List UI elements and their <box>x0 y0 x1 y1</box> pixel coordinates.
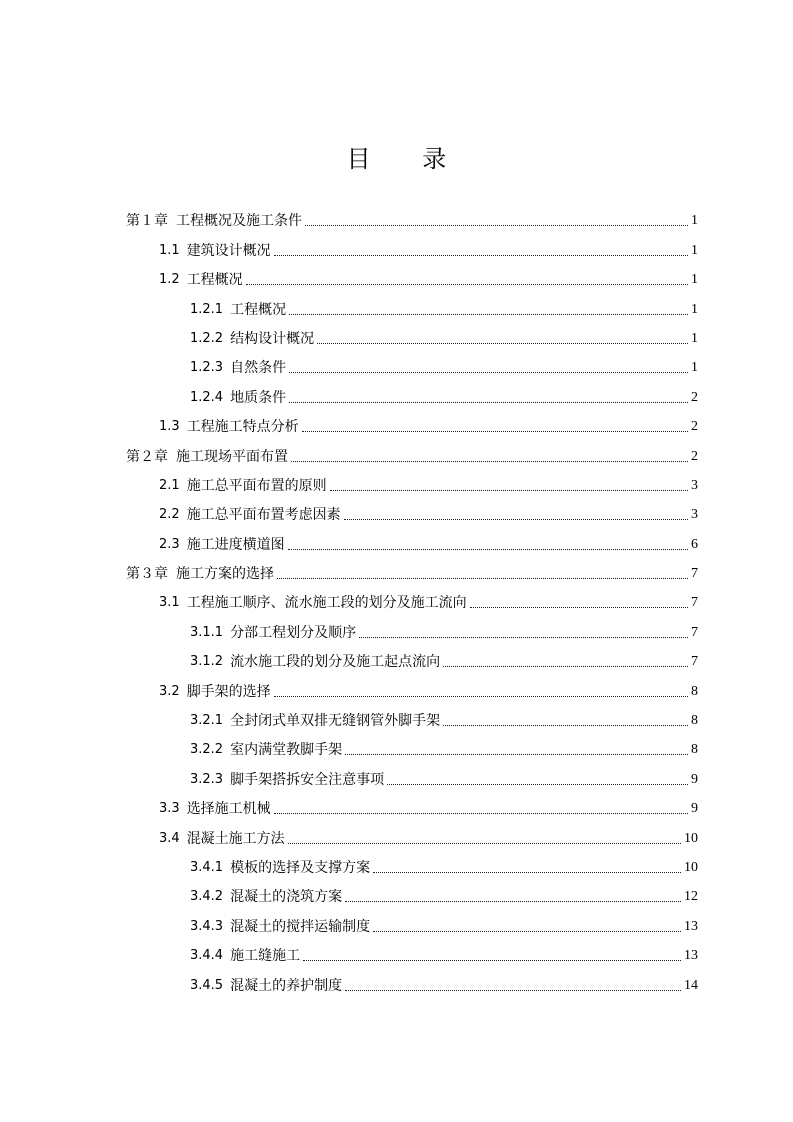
toc-entry[interactable] <box>126 936 698 965</box>
toc-entry-page: 1 <box>691 242 698 258</box>
toc-entry[interactable] <box>126 730 698 759</box>
toc-entry-title: 工程概况 <box>230 301 287 318</box>
toc-entry-title: 工程施工顺序、流水施工段的划分及施工流向 <box>186 595 467 612</box>
toc-entry-page: 7 <box>691 595 698 611</box>
toc-entry[interactable] <box>126 965 698 994</box>
toc-entry-title: 施工缝施工 <box>230 948 301 965</box>
toc-entry-number: 3.4.5 <box>190 977 224 993</box>
toc-entry-title: 工程概况 <box>186 272 243 289</box>
toc-dot-leader <box>373 931 681 932</box>
toc-entry-page: 1 <box>691 330 698 346</box>
toc-dot-leader <box>305 225 688 226</box>
toc-entry-number: 3.2 <box>159 683 180 699</box>
toc-dot-leader <box>303 960 681 961</box>
toc-entry-number: 3.1 <box>159 595 180 611</box>
toc-entry[interactable] <box>126 789 698 818</box>
toc-entry-page: 8 <box>691 742 698 758</box>
toc-entry-title: 模板的选择及支撑方案 <box>230 859 371 876</box>
toc-entry-page: 7 <box>691 654 698 670</box>
toc-entry[interactable] <box>126 642 698 671</box>
toc-dot-leader <box>289 372 688 373</box>
toc-entry[interactable] <box>126 583 698 612</box>
toc-entry-title: 混凝土施工方法 <box>186 830 285 847</box>
toc-entry-number: 2.3 <box>159 536 180 552</box>
toc-entry-title: 施工总平面布置的原则 <box>186 477 327 494</box>
toc-entry-number: 第１章 <box>126 213 168 230</box>
toc-entry[interactable] <box>126 407 698 436</box>
toc-entry-title: 地质条件 <box>230 389 287 406</box>
toc-entry-title: 工程概况及施工条件 <box>176 213 302 230</box>
toc-entry[interactable] <box>126 319 698 348</box>
toc-dot-leader <box>373 872 681 873</box>
toc-dot-leader <box>443 725 688 726</box>
toc-entry-title: 混凝土的搅拌运输制度 <box>230 918 371 935</box>
toc-entry-number: 3.4 <box>159 830 180 846</box>
toc-entry-page: 3 <box>691 477 698 493</box>
toc-entry[interactable] <box>126 495 698 524</box>
toc-dot-leader <box>302 431 688 432</box>
toc-entry-number: 3.3 <box>159 801 180 817</box>
toc-entry-page: 1 <box>691 213 698 229</box>
toc-dot-leader <box>344 519 688 520</box>
toc-dot-leader <box>274 696 688 697</box>
toc-entry-number: 1.3 <box>159 419 180 435</box>
toc-dot-leader <box>470 607 688 608</box>
toc-entry-title: 全封闭式单双排无缝钢管外脚手架 <box>230 713 441 730</box>
toc-entry[interactable] <box>126 348 698 377</box>
toc-entry-page: 1 <box>691 360 698 376</box>
toc-entry-title: 施工进度横道图 <box>186 536 285 553</box>
toc-dot-leader <box>274 255 688 256</box>
toc-entry-page: 10 <box>684 859 698 875</box>
toc-entry-number: 第２章 <box>126 448 168 465</box>
toc-entry[interactable] <box>126 848 698 877</box>
toc-entry-page: 12 <box>684 889 698 905</box>
toc-entry-title: 流水施工段的划分及施工起点流向 <box>230 654 441 671</box>
toc-dot-leader <box>345 990 681 991</box>
toc-dot-leader <box>274 813 688 814</box>
toc-entry-number: 2.1 <box>159 477 180 493</box>
toc-entry-number: 3.2.2 <box>190 742 224 758</box>
toc-entry[interactable] <box>126 818 698 847</box>
toc-entry-page: 8 <box>691 713 698 729</box>
toc-entry-title: 分部工程划分及顺序 <box>230 624 357 641</box>
toc-entry-number: 3.1.2 <box>190 654 224 670</box>
toc-entry-title: 工程施工特点分析 <box>186 419 299 436</box>
toc-entry-number: 2.2 <box>159 507 180 523</box>
toc-entry-title: 脚手架搭拆安全注意事项 <box>230 771 385 788</box>
toc-dot-leader <box>345 901 681 902</box>
toc-entry-title: 施工现场平面布置 <box>176 448 288 465</box>
toc-entry[interactable] <box>126 377 698 406</box>
toc-entry[interactable] <box>126 759 698 788</box>
toc-title: 目 录 <box>346 145 469 173</box>
toc-entry-page: 8 <box>691 683 698 699</box>
toc-entry-number: 3.2.1 <box>190 713 224 729</box>
toc-entry[interactable] <box>126 701 698 730</box>
toc-entry-number: 1.2 <box>159 272 180 288</box>
toc-entry-page: 9 <box>691 771 698 787</box>
toc-entry-number: 1.2.3 <box>190 360 224 376</box>
toc-entry-title: 施工总平面布置考虑因素 <box>186 507 341 524</box>
toc-entry-number: 1.2.2 <box>190 330 224 346</box>
toc-dot-leader <box>291 461 688 462</box>
toc-entry-number: 3.2.3 <box>190 771 224 787</box>
toc-entry-number: 3.4.4 <box>190 948 224 964</box>
toc-dot-leader <box>359 637 688 638</box>
toc-entry-page: 2 <box>691 419 698 435</box>
toc-entry-number: 1.2.4 <box>190 389 224 405</box>
toc-entry-number: 3.1.1 <box>190 624 224 640</box>
toc-entry[interactable] <box>126 201 698 230</box>
toc-entry-number: 1.1 <box>159 242 180 258</box>
toc-dot-leader <box>289 402 688 403</box>
toc-entry[interactable] <box>126 466 698 495</box>
toc-entry-page: 7 <box>691 624 698 640</box>
toc-dot-leader <box>288 843 681 844</box>
toc-entry-number: 3.4.2 <box>190 889 224 905</box>
toc-entry-title: 结构设计概况 <box>230 330 315 347</box>
toc-entry-title: 脚手架的选择 <box>186 683 271 700</box>
toc-dot-leader <box>443 666 688 667</box>
toc-entry-title: 室内满堂教脚手架 <box>230 742 343 759</box>
toc-entry[interactable] <box>126 612 698 641</box>
toc-entry-title: 混凝土的养护制度 <box>230 977 343 994</box>
toc-entry[interactable] <box>126 436 698 465</box>
toc-dot-leader <box>246 284 688 285</box>
toc-entry-page: 14 <box>684 977 698 993</box>
toc-dot-leader <box>317 343 688 344</box>
toc-entry[interactable] <box>126 877 698 906</box>
toc-entry-number: 第３章 <box>126 566 168 583</box>
toc-entry-page: 6 <box>691 536 698 552</box>
toc-entry-page: 2 <box>691 448 698 464</box>
toc-entry-page: 1 <box>691 301 698 317</box>
toc-entry-title: 建筑设计概况 <box>186 242 271 259</box>
toc-entry[interactable] <box>126 524 698 553</box>
toc-entry[interactable] <box>126 671 698 700</box>
toc-entry-page: 3 <box>691 507 698 523</box>
toc-entry-page: 1 <box>691 272 698 288</box>
toc-entry-page: 7 <box>691 566 698 582</box>
toc-entry-number: 3.4.1 <box>190 859 224 875</box>
toc-entry[interactable] <box>126 230 698 259</box>
toc-entry[interactable] <box>126 289 698 318</box>
toc-entry[interactable] <box>126 906 698 935</box>
toc-dot-leader <box>289 314 688 315</box>
toc-dot-leader <box>330 490 688 491</box>
toc-entry-number: 1.2.1 <box>190 301 224 317</box>
toc-entry-title: 施工方案的选择 <box>176 566 274 583</box>
toc-entry-page: 10 <box>684 830 698 846</box>
toc-entry-title: 自然条件 <box>230 360 287 377</box>
table-of-contents <box>126 201 698 995</box>
toc-entry-page: 9 <box>691 801 698 817</box>
toc-entry-title: 混凝土的浇筑方案 <box>230 889 343 906</box>
toc-entry[interactable] <box>126 554 698 583</box>
toc-entry-page: 13 <box>684 948 698 964</box>
toc-entry-title: 选择施工机械 <box>186 801 271 818</box>
toc-entry-number: 3.4.3 <box>190 918 224 934</box>
toc-dot-leader <box>387 784 688 785</box>
toc-entry-page: 2 <box>691 389 698 405</box>
toc-dot-leader <box>277 578 688 579</box>
toc-entry-page: 13 <box>684 918 698 934</box>
toc-entry[interactable] <box>126 260 698 289</box>
toc-dot-leader <box>288 549 688 550</box>
toc-dot-leader <box>345 754 688 755</box>
